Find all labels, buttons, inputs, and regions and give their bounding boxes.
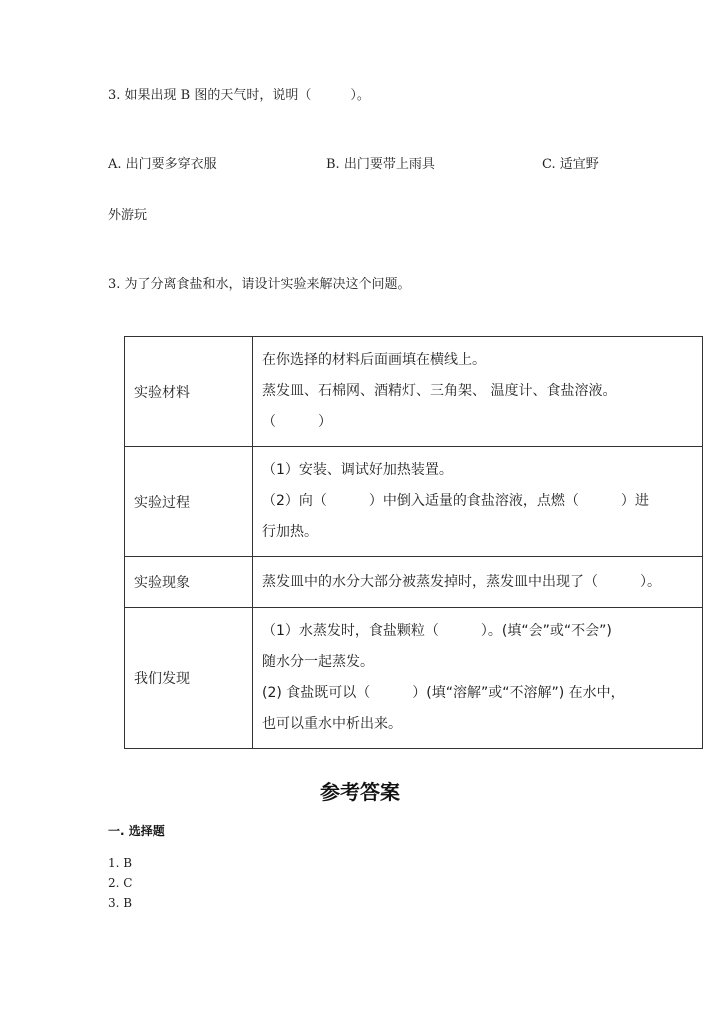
row-content (253, 337, 703, 447)
answer-item: 1. B (108, 856, 133, 870)
answer-key-title: 参考答案 (320, 780, 400, 804)
table-row (125, 608, 703, 749)
row-label: 实验过程 (125, 447, 253, 557)
content-line: (2) 食盐既可以（ ）(填“溶解”或“不溶解”) 在水中， (262, 685, 625, 701)
content-line: 随水分一起蒸发。 (262, 654, 374, 670)
table-row (125, 337, 703, 447)
question-weather-stem: 3. 如果出现 B 图的天气时，说明（ ）。 (108, 88, 370, 103)
option-a: A. 出门要多穿衣服 (108, 157, 217, 172)
table-row (125, 557, 703, 608)
answer-item: 3. B (108, 896, 133, 910)
content-line: 行加热。 (262, 524, 318, 540)
content-line: （2）向（ ）中倒入适量的食盐溶液，点燃（ ）进 (262, 493, 649, 509)
row-content (253, 557, 703, 608)
question-salt-stem: 3. 为了分离食盐和水，请设计实验来解决这个问题。 (108, 277, 411, 292)
row-label: 实验现象 (125, 557, 253, 608)
content-line: 蒸发皿中的水分大部分被蒸发掉时，蒸发皿中出现了（ ）。 (262, 574, 661, 590)
content-line: 也可以重水中析出来。 (262, 716, 402, 732)
option-b: B. 出门要带上雨具 (326, 157, 435, 172)
content-line: （1）水蒸发时，食盐颗粒（ ）。(填“会”或“不会”) (262, 623, 612, 639)
option-c: C. 适宜野 (542, 157, 599, 172)
row-label: 我们发现 (125, 608, 253, 749)
table-row (125, 447, 703, 557)
content-line: （1）安装、调试好加热装置。 (262, 462, 453, 478)
experiment-table (124, 336, 703, 749)
answer-item: 2. C (108, 876, 133, 890)
content-line: 在你选择的材料后面画填在横线上。 (262, 352, 486, 368)
row-label: 实验材料 (125, 337, 253, 447)
row-content (253, 608, 703, 749)
content-line: 蒸发皿、石棉网、酒精灯、三角架、 温度计、食盐溶液。 (262, 383, 617, 399)
answer-blank: （ ） (262, 414, 332, 430)
section-heading: 一. 选择题 (108, 824, 165, 838)
row-content (253, 447, 703, 557)
option-c-continued: 外游玩 (108, 208, 148, 223)
